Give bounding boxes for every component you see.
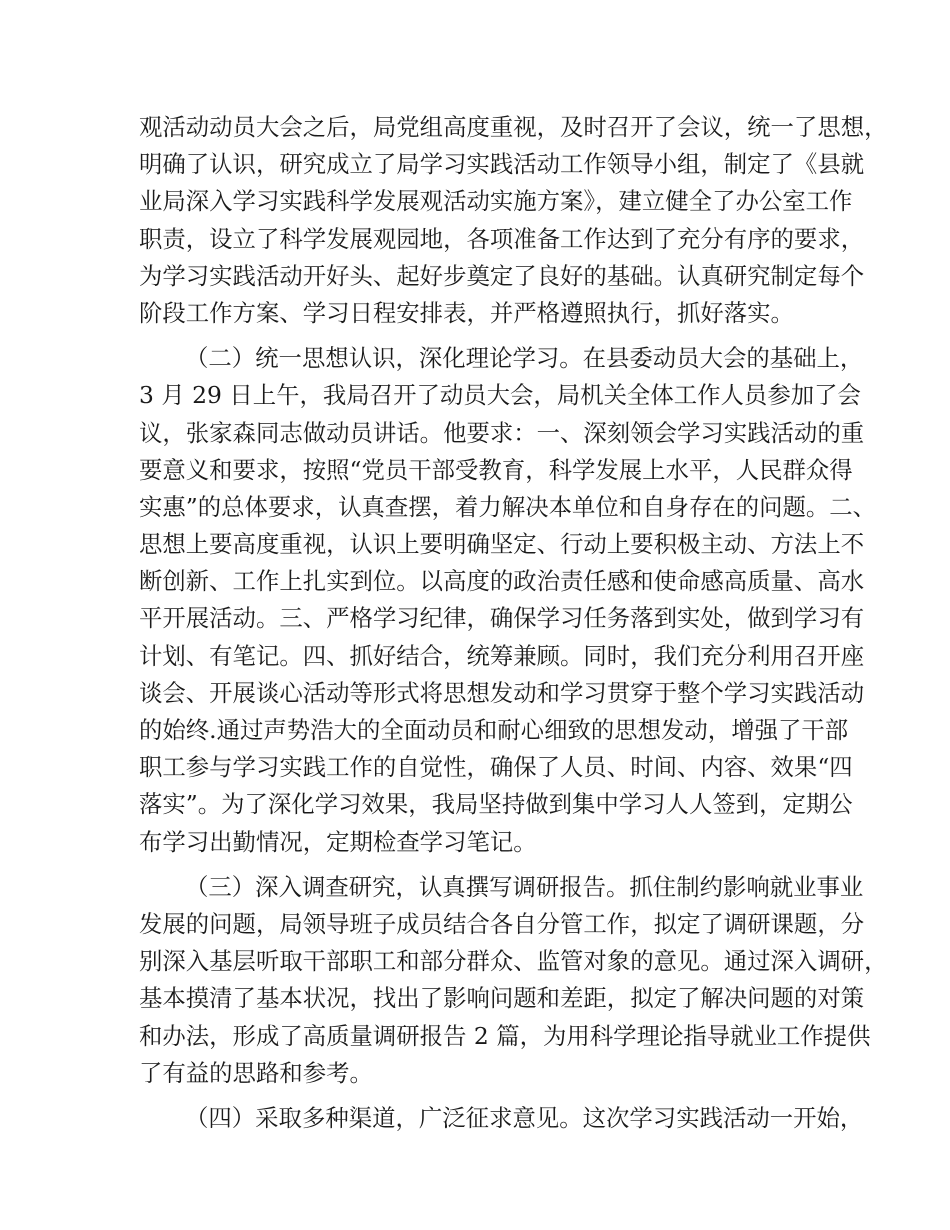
- text-line: 落实”。为了深化学习效果，我局坚持做到集中学习人人签到，定期公: [139, 790, 853, 819]
- text-line: 思想上要高度重视，认识上要明确坚定、行动上要积极主动、方法上不: [139, 530, 865, 559]
- paragraph: [139, 340, 877, 861]
- text-line: 基本摸清了基本状况，找出了影响问题和差距，拟定了解决问题的对策: [139, 984, 865, 1013]
- text-line: （二）统一思想认识，深化理论学习。在县委动员大会的基础上，: [185, 344, 864, 373]
- text-line: （三）深入调查研究，认真撰写调研报告。抓住制约影响就业事业: [185, 872, 864, 901]
- text-line: 布学习出勤情况，定期检查学习笔记。: [139, 827, 537, 856]
- paragraph: [139, 109, 888, 332]
- text-line: 3 月 29 日上午，我局召开了动员大会，局机关全体工作人员参加了会: [139, 381, 861, 410]
- text-line: 别深入基层听取干部职工和部分群众、监管对象的意见。通过深入调研，: [139, 947, 888, 976]
- text-line: 议，张家森同志做动员讲话。他要求：一、深刻领会学习实践活动的重: [139, 418, 865, 447]
- text-line: （四）采取多种渠道，广泛征求意见。这次学习实践活动一开始，: [185, 1103, 864, 1132]
- text-line: 职工参与学习实践工作的自觉性，确保了人员、时间、内容、效果“四: [139, 753, 853, 782]
- text-line: 阶段工作方案、学习日程安排表，并严格遵照执行，抓好落实。: [139, 298, 794, 327]
- text-line: 断创新、工作上扎实到位。以高度的政治责任感和使命感高质量、高水: [139, 567, 865, 596]
- text-line: 的始终.通过声势浩大的全面动员和耐心细致的思想发动，增强了干部: [139, 716, 849, 744]
- text-line: 计划、有笔记。四、抓好结合，统筹兼顾。同时，我们充分利用召开座: [139, 641, 865, 670]
- text-line: 发展的问题，局领导班子成员结合各自分管工作，拟定了调研课题，分: [139, 909, 865, 938]
- text-line: 观活动动员大会之后，局党组高度重视，及时召开了会议，统一了思想，: [139, 113, 888, 141]
- text-line: 要意义和要求，按照“党员干部受教育，科学发展上水平，人民群众得: [139, 455, 853, 484]
- text-line: 谈会、开展谈心活动等形式将思想发动和学习贯穿于整个学习实践活动: [139, 678, 865, 707]
- text-line: 为学习实践活动开好头、起好步奠定了良好的基础。认真研究制定每个: [139, 261, 865, 290]
- document-body: [139, 109, 888, 1137]
- text-line: 职责，设立了科学发展观园地，各项准备工作达到了充分有序的要求，: [139, 224, 865, 253]
- text-line: 和办法，形成了高质量调研报告 2 篇，为用科学理论指导就业工作提供: [139, 1021, 871, 1050]
- text-line: 明确了认识，研究成立了局学习实践活动工作领导小组，制定了《县就: [139, 150, 865, 179]
- text-line: 平开展活动。三、严格学习纪律，确保学习任务落到实处，做到学习有: [139, 604, 865, 633]
- text-line: 实惠”的总体要求，认真查摆，着力解决本单位和自身存在的问题。二、: [139, 492, 877, 521]
- paragraph: [139, 1100, 864, 1137]
- paragraph: [139, 869, 888, 1092]
- text-line: 了有益的思路和参考。: [139, 1058, 373, 1087]
- text-line: 业局深入学习实践科学发展观活动实施方案》，建立健全了办公室工作: [139, 187, 853, 216]
